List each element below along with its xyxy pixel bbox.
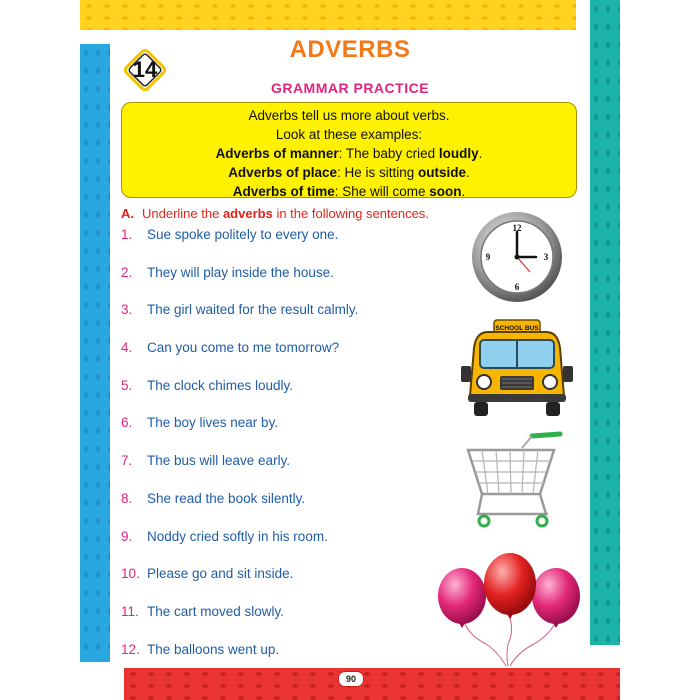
shopping-cart-icon [462, 428, 568, 530]
manner-word: loudly [438, 146, 479, 161]
info-line-1: Adverbs tell us more about verbs. [248, 108, 450, 123]
item-text: The clock chimes loudly. [147, 377, 294, 393]
item-number: 7. [121, 453, 133, 469]
item-text: Can you come to me tomorrow? [147, 340, 340, 356]
instruction-before: Underline the [142, 206, 223, 221]
item-text: The bus will leave early. [147, 453, 291, 469]
instruction-bold: adverbs [222, 206, 273, 221]
clock-icon [470, 210, 564, 304]
item-text: The balloons went up. [147, 641, 280, 657]
place-word: outside [418, 165, 467, 180]
manner-text: : The baby cried [338, 146, 439, 161]
item-text: Sue spoke politely to every one. [147, 227, 339, 242]
list-item [121, 604, 358, 642]
item-number: 10. [121, 566, 140, 582]
list-item [121, 566, 358, 604]
school-bus-icon [458, 318, 576, 418]
item-text: They will play inside the house. [147, 264, 334, 280]
page-title: ADVERBS [289, 36, 411, 63]
clock-number-9: 9 [485, 252, 491, 262]
top-decorative-band [80, 0, 576, 30]
clock-number-3: 3 [543, 252, 549, 262]
item-number: 4. [121, 340, 133, 356]
time-label: Adverbs of time [232, 184, 335, 199]
list-item [121, 302, 358, 340]
item-number: 1. [121, 227, 133, 242]
item-number: 6. [121, 415, 133, 431]
list-item [121, 453, 358, 491]
page-number: 90 [338, 671, 364, 687]
list-item [121, 378, 358, 416]
item-number: 9. [121, 528, 133, 544]
exercise-letter: A. [121, 206, 134, 221]
item-number: 11. [121, 603, 139, 619]
list-item [121, 415, 358, 453]
sentence-list [121, 227, 358, 679]
info-box [121, 102, 577, 198]
right-decorative-band [590, 0, 620, 645]
list-item [121, 491, 358, 529]
item-text: The girl waited for the result calmly. [147, 302, 359, 318]
list-item [121, 265, 358, 303]
item-text: Please go and sit inside. [147, 566, 294, 582]
unit-number: 14 [132, 57, 158, 82]
item-text: The boy lives near by. [147, 415, 279, 431]
clock-number-6: 6 [514, 282, 520, 292]
time-word: soon [429, 184, 462, 199]
instruction-after: in the following sentences. [272, 206, 429, 221]
info-time: Adverbs of time: She will come soon. [232, 184, 466, 199]
info-manner: Adverbs of manner: The baby cried loudly. [215, 146, 483, 161]
balloons-icon [436, 552, 584, 668]
time-text: : She will come [334, 184, 430, 199]
item-number: 8. [121, 490, 133, 506]
bus-sign-text: SCHOOL BUS [495, 325, 539, 332]
item-number: 2. [121, 264, 133, 280]
item-number: 12. [121, 641, 140, 657]
list-item [121, 642, 358, 680]
list-item [121, 340, 358, 378]
info-line-2: Look at these examples: [275, 127, 423, 142]
place-text: : He is sitting [336, 165, 419, 180]
item-text: Noddy cried softly in his room. [147, 528, 328, 544]
page-subtitle: GRAMMAR PRACTICE [270, 80, 430, 96]
item-number: 5. [121, 377, 133, 393]
item-text: She read the book silently. [147, 490, 306, 506]
left-decorative-band [80, 44, 110, 662]
place-label: Adverbs of place [228, 165, 337, 180]
list-item [121, 529, 358, 567]
manner-label: Adverbs of manner [215, 146, 339, 161]
info-place: Adverbs of place: He is sitting outside. [228, 165, 470, 180]
list-item [121, 227, 358, 265]
item-text: The cart moved slowly. [147, 603, 285, 619]
item-number: 3. [121, 302, 133, 318]
clock-number-12: 12 [512, 223, 522, 233]
exercise-instruction [121, 206, 429, 221]
